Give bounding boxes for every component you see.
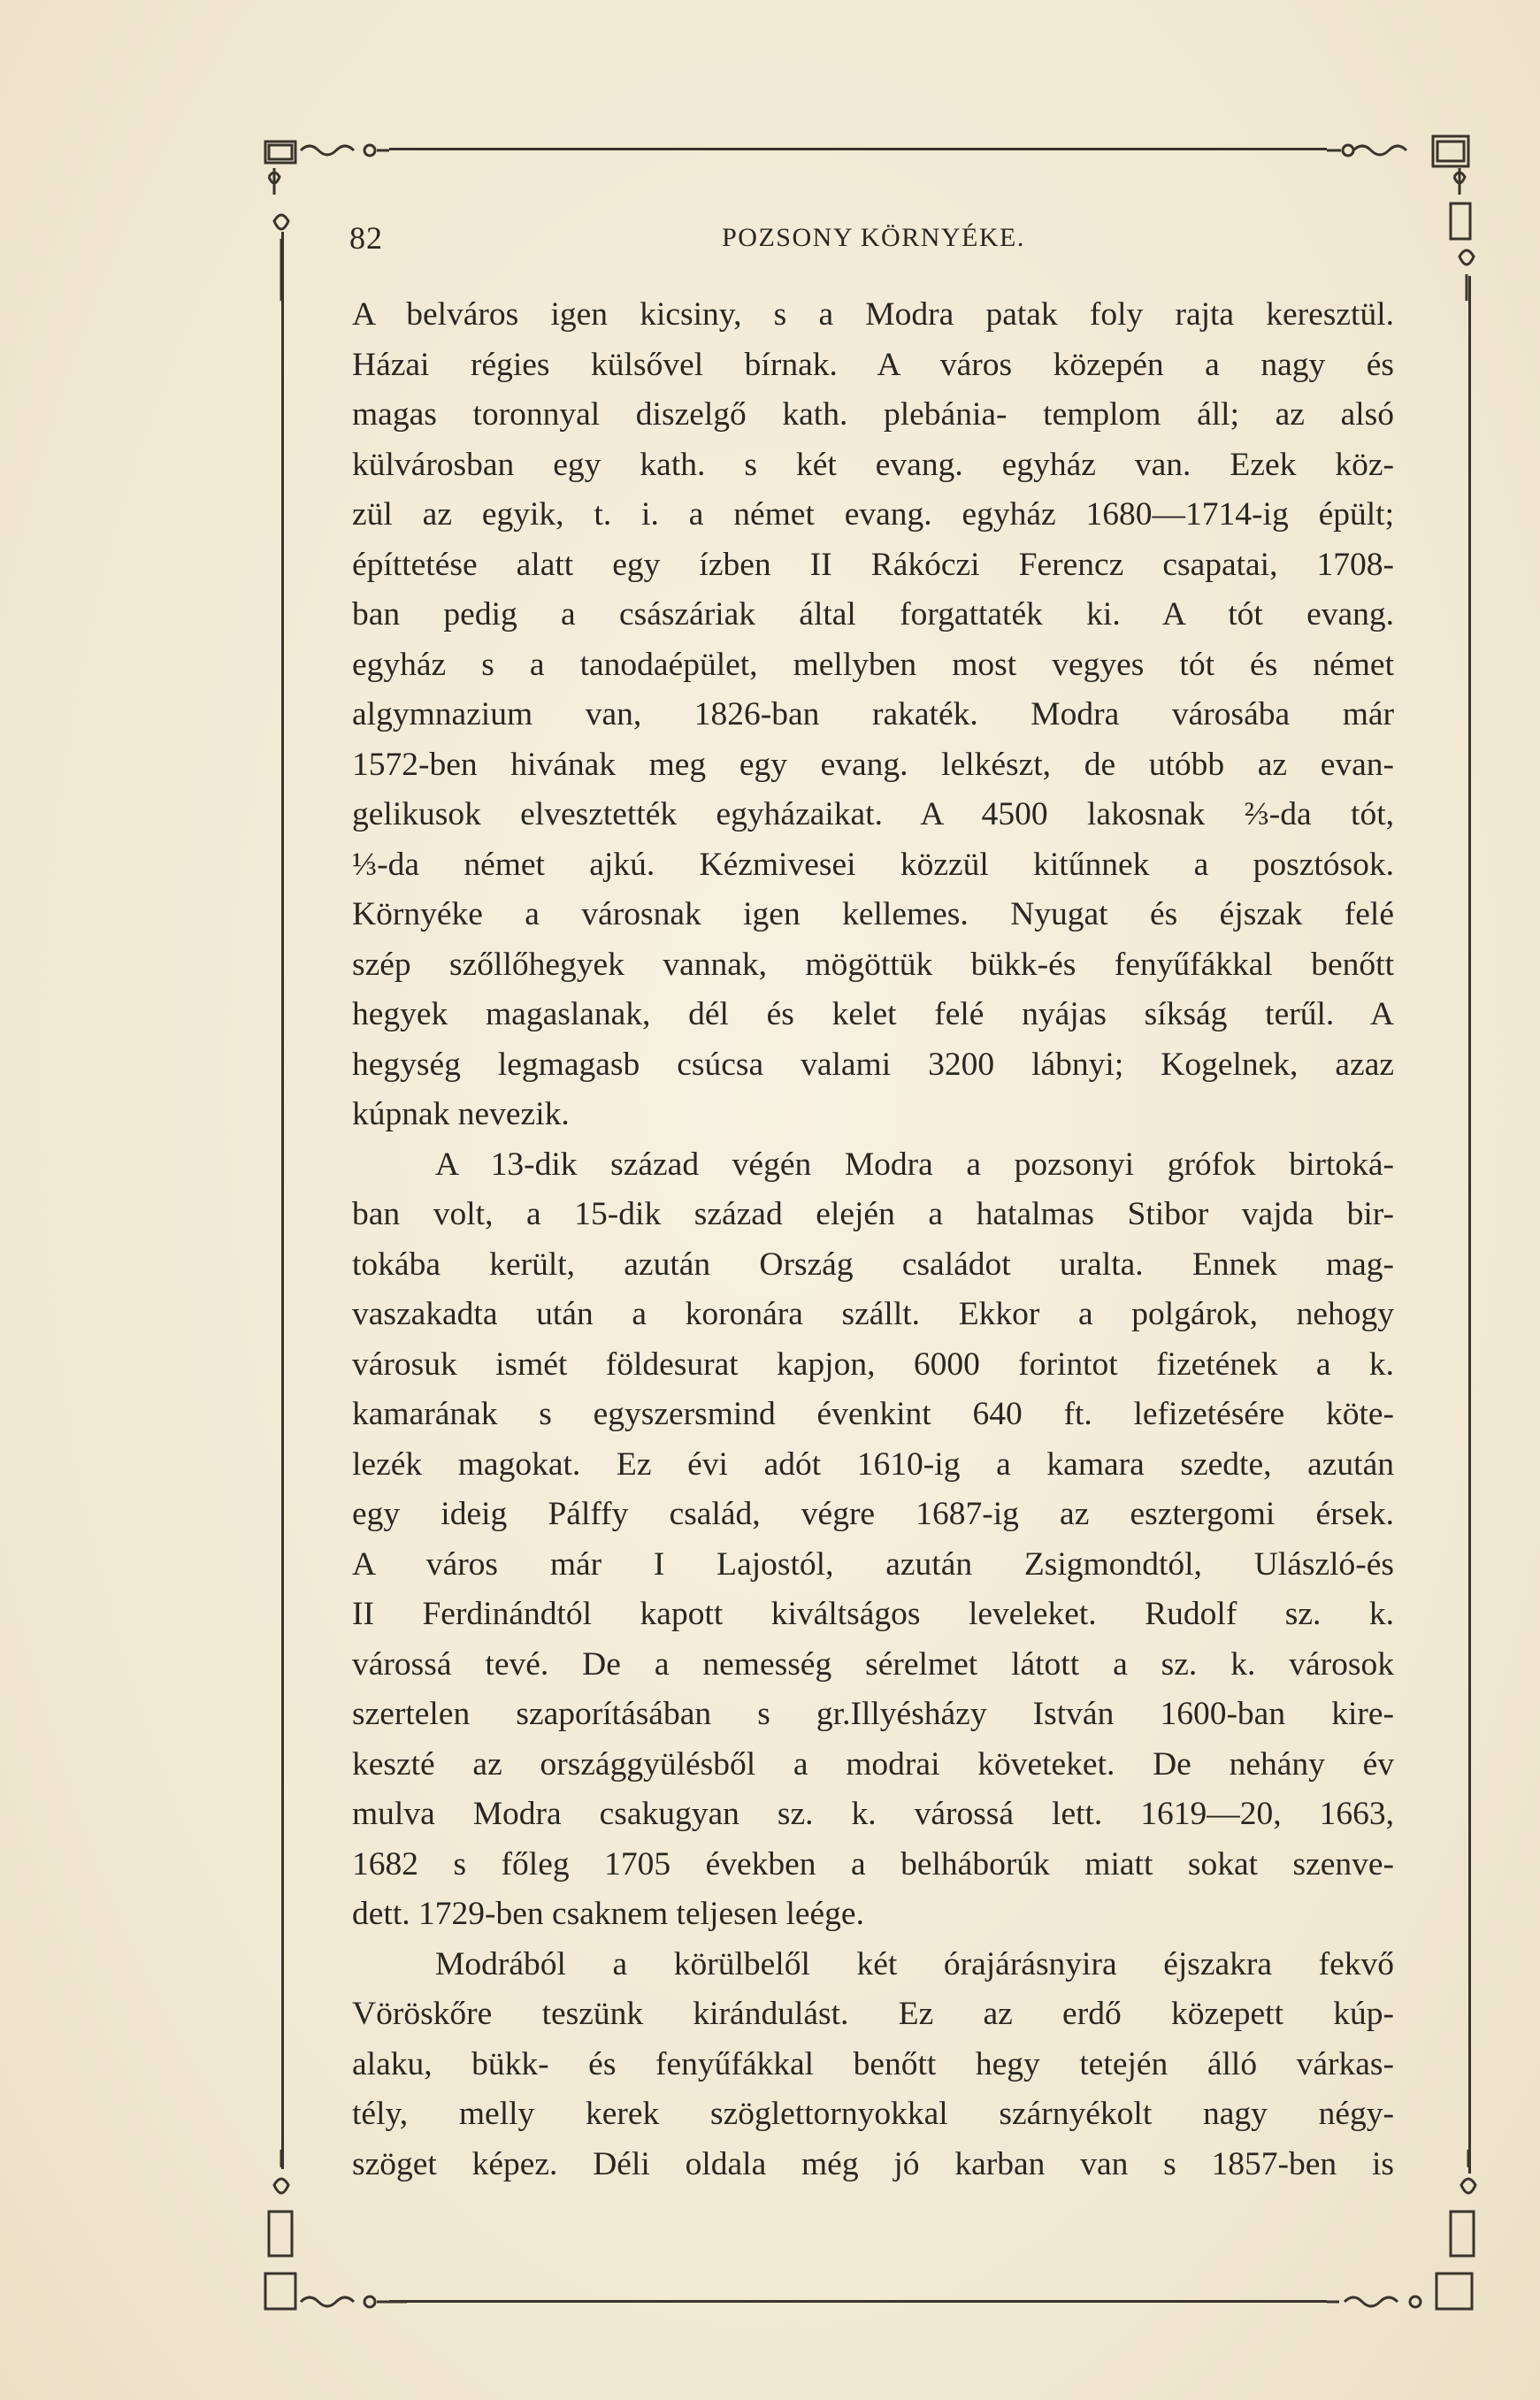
text-line: mulva Modra csakugyan sz. k. várossá lett. 1619—20, 1663, [352,1796,1394,1832]
text-line: külvárosban egy kath. s két evang. egyház van. Ezek köz- [352,446,1394,483]
text-line: Modrából a körülbelől két órajárásnyira éjszakra fekvő [435,1945,1394,1982]
ornament-corner-top-right-icon [1327,124,1477,301]
text-line: magas toronnyal diszelgő kath. plebánia- templom áll; az alsó [352,396,1394,433]
page-number: 82 [349,220,383,256]
text-line: hegység legmagasb csúcsa valami 3200 lábnyi; Kogelnek, azaz [352,1046,1394,1083]
ornament-corner-top-left-icon [257,124,407,301]
text-line: lezék magokat. Ez évi adót 1610-ig a kamara szedte, azután [352,1445,1394,1483]
text-line: szöget képez. Déli oldala még jó karban van s 1857-ben is [352,2145,1394,2182]
text-line: Környéke a városnak igen kellemes. Nyugat és éjszak felé [352,896,1394,932]
body-text [352,290,1394,2189]
text-line: A város már I Lajostól, azután Zsigmondtól, Ulászló-és [352,1545,1394,1583]
text-line: szép szőllőhegyek vannak, mögöttük bükk-és fenyűfákkal benőtt [352,946,1394,983]
running-head-title: POZSONY KÖRNYÉKE. [722,223,1025,252]
text-line: gelikusok elvesztették egyházaikat. A 4500 lakosnak ⅔-da tót, [352,796,1394,832]
text-line: A 13-dik század végén Modra a pozsonyi grófok birtoká- [435,1146,1394,1183]
text-line: algymnazium van, 1826-ban rakaték. Modra városába már [352,696,1394,732]
text-line: dett. 1729-ben csaknem teljesen leége. [352,1896,864,1932]
text-line: tokába került, azután Ország családot uralta. Ennek mag- [352,1246,1394,1283]
text-line: A belváros igen kicsiny, s a Modra patak foly rajta keresztül. [352,296,1394,333]
text-line: tély, melly kerek szöglettornyokkal szárnyékolt nagy négy- [352,2096,1394,2132]
text-line: építtetése alatt egy ízben II Rákóczi Ferencz csapatai, 1708- [352,546,1394,583]
text-line: várossá tevé. De a nemesség sérelmet látott a sz. k. városok [352,1645,1394,1683]
text-line: Házai régies külsővel bírnak. A város közepén a nagy és [352,346,1394,383]
frame-rule-top [389,148,1327,150]
text-line: II Ferdinándtól kapott kiváltságos leveleket. Rudolf sz. k. [352,1596,1394,1632]
frame-rule-left [281,232,284,2169]
text-line: városuk ismét földesurat kapjon, 6000 forintot fizetének a k. [352,1346,1394,1383]
text-line: 1572-ben hivának meg egy evang. lelkészt, de utóbb az evan- [352,746,1394,783]
text-line: kúpnak nevezik. [352,1096,570,1132]
text-line: vaszakadta után a koronára szállt. Ekkor a polgárok, nehogy [352,1296,1394,1332]
frame-rule-right [1468,276,1471,2174]
text-line: ban volt, a 15-dik század elején a hatalmas Stibor vajda bir- [352,1196,1394,1232]
text-line: ban pedig a császáriak által forgattaték ki. A tót evang. [352,596,1394,633]
text-line: szertelen szaporításában s gr.Illyésházy István 1600-ban kire- [352,1696,1394,1732]
running-head [349,219,1398,264]
text-line: kamarának s egyszersmind évenkint 640 ft. lefizetésére köte- [352,1396,1394,1432]
text-line: egy ideig Pálffy család, végre 1687-ig az esztergomi érsek. [352,1496,1394,1532]
text-line: keszté az országgyülésből a modrai követeket. De nehány év [352,1745,1394,1783]
text-line: 1682 s főleg 1705 években a belháborúk miatt sokat szenve- [352,1845,1394,1882]
text-line: egyház s a tanodaépület, mellyben most vegyes tót és német [352,646,1394,683]
text-line: hegyek magaslanak, dél és kelet felé nyájas síkság terűl. A [352,996,1394,1032]
text-line: zül az egyik, t. i. a német evang. egyház 1680—1714-ig épült; [352,496,1394,533]
text-line: alaku, bükk- és fenyűfákkal benőtt hegy tetején álló várkas- [352,2045,1394,2082]
text-line: Vöröskőre teszünk kirándulást. Ez az erdő közepett kúp- [352,1996,1394,2032]
frame-rule-bottom [389,2300,1327,2303]
text-line: ⅓-da német ajkú. Kézmivesei közzül kitűnnek a posztósok. [352,846,1394,883]
